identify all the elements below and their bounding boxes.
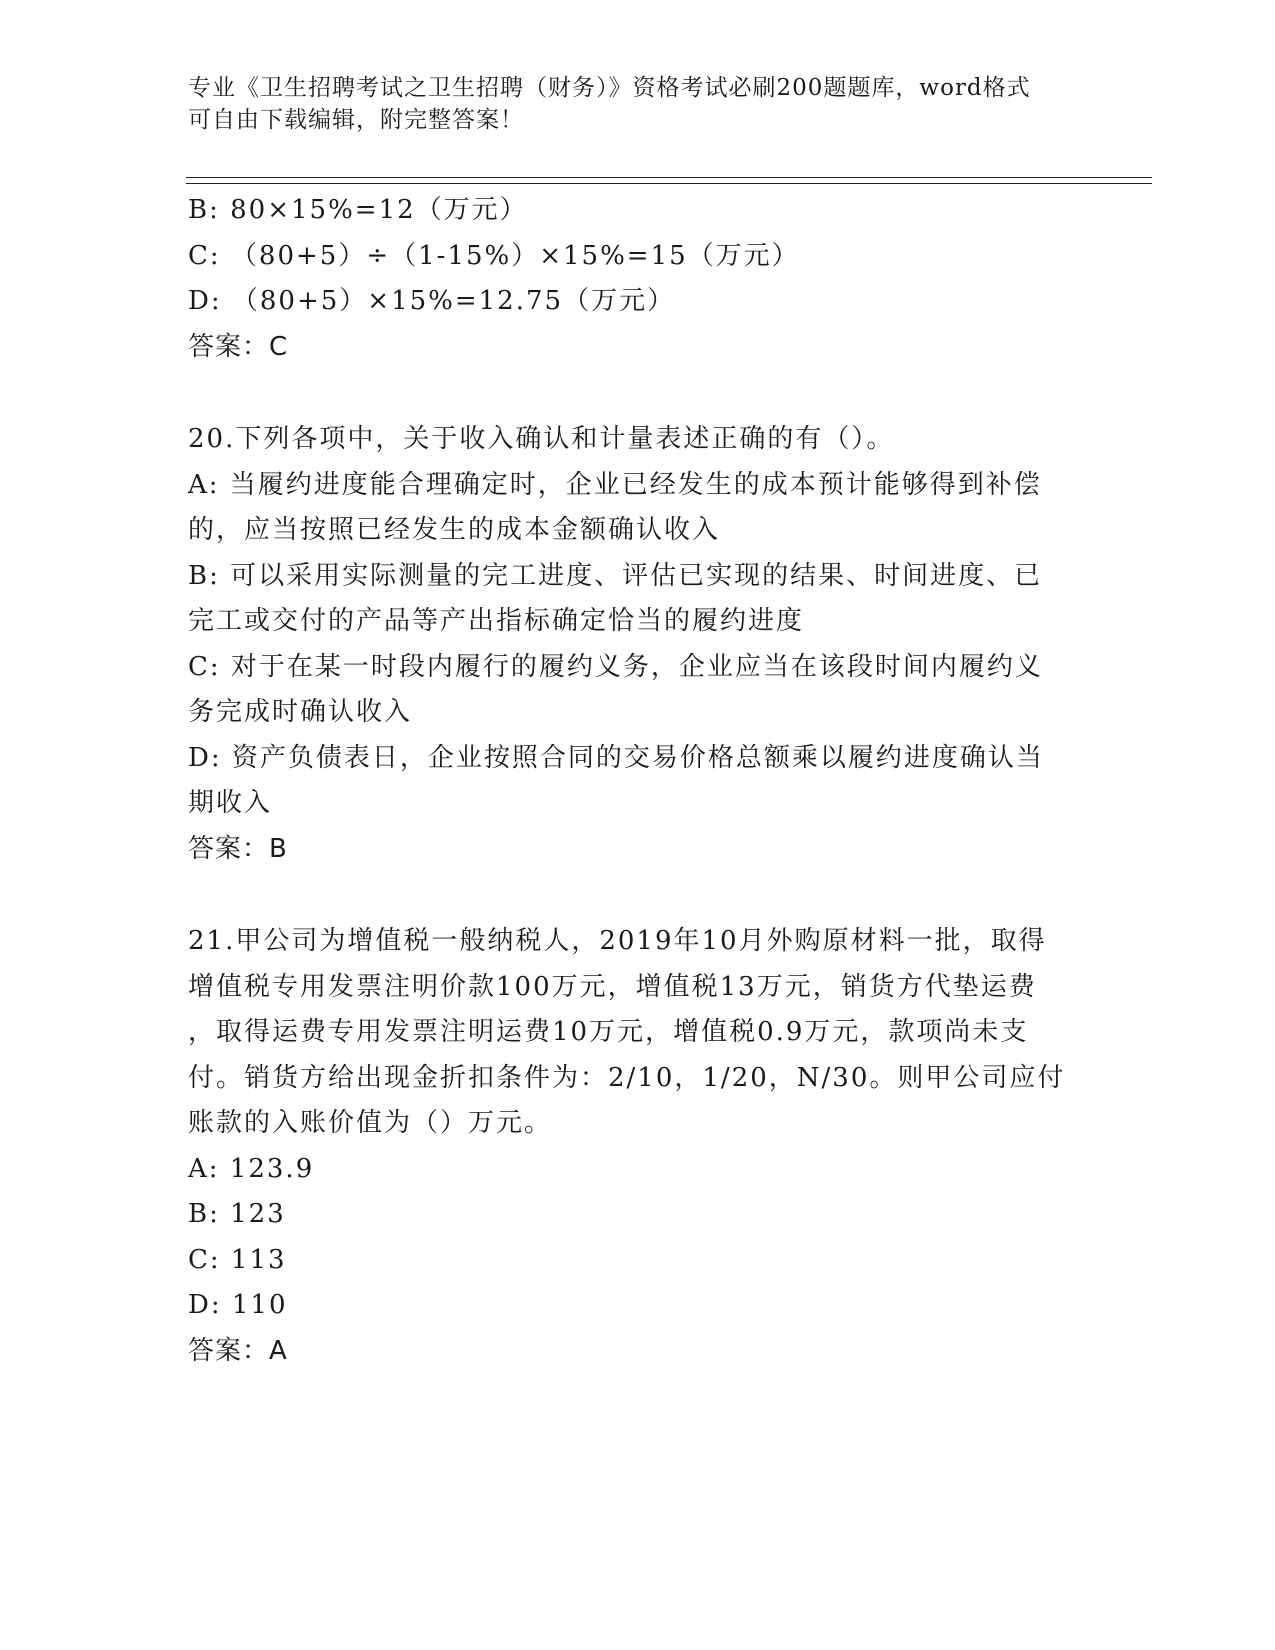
q20-option-d-line-2: 期收入 [188,788,273,818]
q20-option-c-line-2: 务完成时确认收入 [188,697,413,727]
q19-option-b: B: 80×15%=12（万元） [188,195,528,225]
spacer [188,872,1088,919]
header-line-1: 专业《卫生招聘考试之卫生招聘（财务）》资格考试必刷200题题库，word格式 [188,75,1031,101]
q19-answer: 答案：C [188,331,289,362]
q20-answer: 答案：B [188,833,288,864]
q20-option-c-line-1: C: 对于在某一时段内履行的履约义务，企业应当在该段时间内履约义 [188,651,1043,682]
spacer [188,370,1088,417]
header-line-2: 可自由下载编辑，附完整答案！ [188,107,524,133]
question-20-block [188,417,1088,872]
q21-option-a: A: 123.9 [188,1153,315,1184]
q21-question-line-4: 付。销货方给出现金折扣条件为：2/10，1/20，N/30。则甲公司应付 [188,1062,1066,1093]
q20-option-b-line-2: 完工或交付的产品等产出指标确定恰当的履约进度 [188,606,805,636]
q19-option-c: C: （80+5）÷（1-15%）×15%=15（万元） [188,240,800,271]
header-divider-bottom [186,183,1152,184]
question-content [188,188,1088,1374]
q21-answer: 答案：A [188,1335,288,1366]
q21-question-line-2: 增值税专用发票注明价款100万元，增值税13万元，销货方代垫运费 [188,971,1037,1002]
q21-option-d: D: 110 [188,1290,288,1320]
q21-option-b: B: 123 [188,1199,286,1229]
q20-option-a-line-2: 的，应当按照已经发生的成本金额确认收入 [188,515,721,545]
q21-question-line-3: ，取得运费专用发票注明运费10万元，增值税0.9万元，款项尚未支 [188,1017,1029,1047]
question-19-block [188,188,1088,370]
q20-option-d-line-1: D: 资产负债表日，企业按照合同的交易价格总额乘以履约进度确认当 [188,742,1044,773]
q19-option-d: D: （80+5）×15%=12.75（万元） [188,286,676,316]
q21-question-line-1: 21.甲公司为增值税一般纳税人，2019年10月外购原材料一批，取得 [188,926,1047,956]
q20-option-a-line-1: A: 当履约进度能合理确定时，企业已经发生的成本预计能够得到补偿 [188,469,1042,500]
q20-option-b-line-1: B: 可以采用实际测量的完工进度、评估已实现的结果、时间进度、已 [188,560,1043,591]
q21-question-line-5: 账款的入账价值为（）万元。 [188,1108,553,1138]
question-21-block [188,919,1088,1374]
q20-question: 20.下列各项中，关于收入确认和计量表述正确的有（）。 [188,424,895,454]
header-divider-top [186,177,1152,178]
q21-option-c: C: 113 [188,1244,287,1275]
document-header [188,72,1088,136]
